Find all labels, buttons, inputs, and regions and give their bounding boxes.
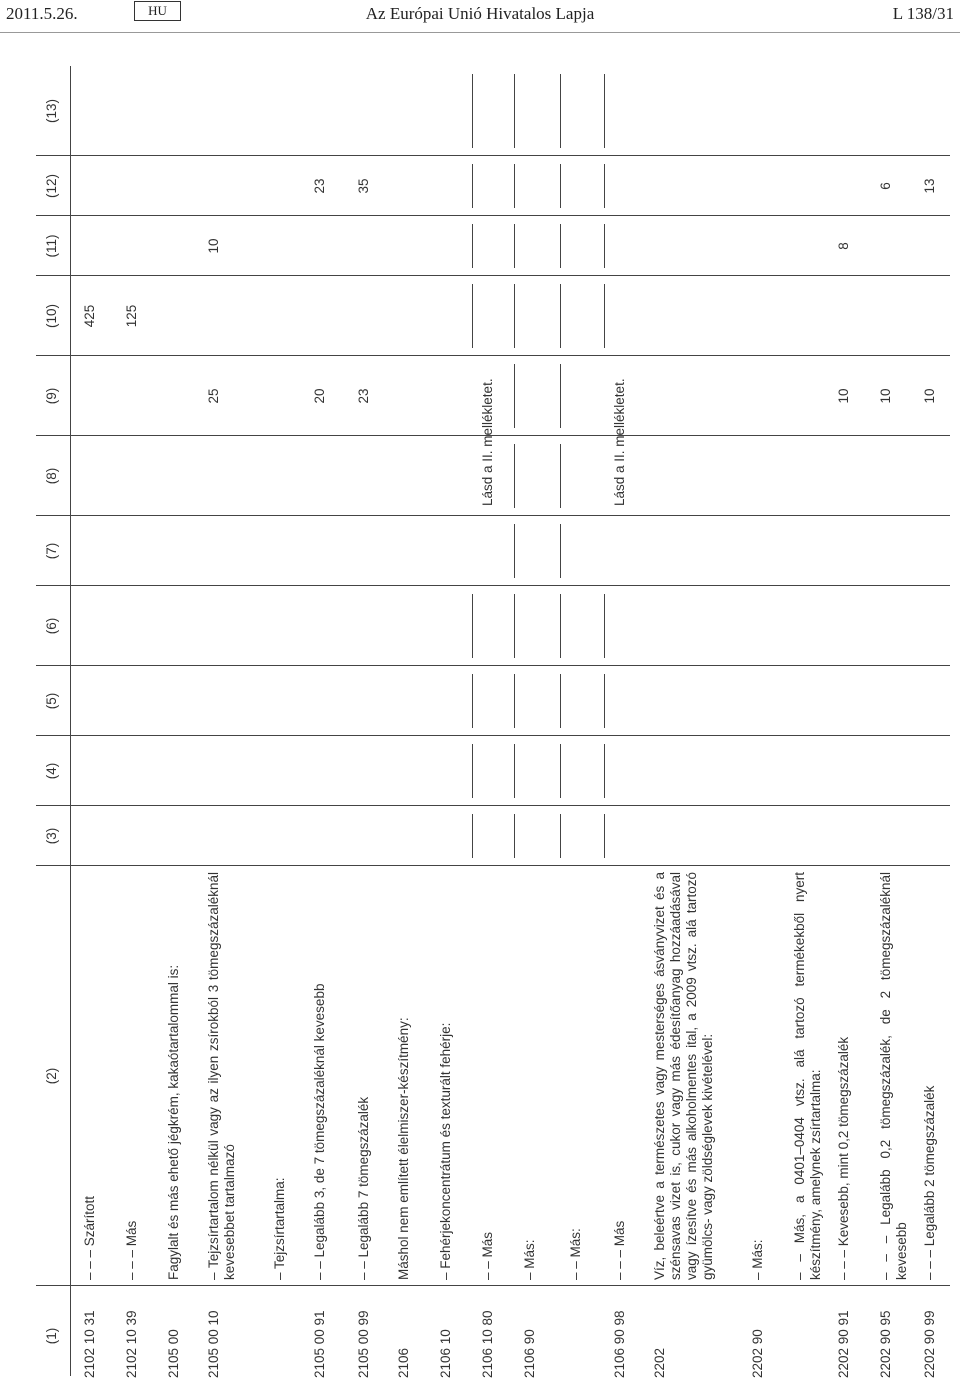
tariff-code: 2106 90 xyxy=(522,1329,537,1378)
tariff-code: 2202 90 xyxy=(750,1329,765,1378)
duty-value-c9: 20 xyxy=(312,388,327,404)
column-header: (12) xyxy=(44,174,59,199)
empty-cell-dash xyxy=(514,524,515,578)
empty-cell-dash xyxy=(560,74,561,148)
empty-cell-dash xyxy=(472,594,473,658)
empty-cell-dash xyxy=(604,284,605,348)
empty-cell-dash xyxy=(560,594,561,658)
tariff-code: 2105 00 91 xyxy=(312,1310,327,1378)
goods-description: – Tejzsírtartalma: xyxy=(272,1177,287,1280)
column-separator xyxy=(36,585,950,586)
column-separator xyxy=(36,275,950,276)
duty-value-c9: 10 xyxy=(836,388,851,404)
tariff-code: 2106 90 98 xyxy=(612,1310,627,1378)
duty-value-c9: 10 xyxy=(878,388,893,404)
goods-description: – – – Legalább 2 tömegszázalék xyxy=(922,1085,937,1280)
column-separator xyxy=(36,865,950,866)
goods-description: – – – Szárított xyxy=(82,1195,97,1280)
tariff-code: 2202 xyxy=(652,1347,667,1378)
duty-value-c10: 425 xyxy=(82,304,97,328)
column-separator xyxy=(36,665,950,666)
column-separator xyxy=(36,355,950,356)
tariff-code: 2105 00 99 xyxy=(356,1310,371,1378)
empty-cell-dash xyxy=(472,284,473,348)
tariff-code: 2202 90 95 xyxy=(878,1310,893,1378)
empty-cell-dash xyxy=(604,674,605,728)
goods-description: – Más: xyxy=(750,1239,765,1280)
goods-description: Fagylalt és más ehető jégkrém, kakaótartalommal is: xyxy=(166,964,181,1280)
empty-cell-dash xyxy=(560,444,561,508)
duty-value-c12: 23 xyxy=(312,178,327,194)
column-header: (9) xyxy=(44,387,59,405)
empty-cell-dash xyxy=(560,674,561,728)
goods-description: – – Más xyxy=(480,1231,495,1280)
language-badge: HU xyxy=(134,1,181,21)
empty-cell-dash xyxy=(472,74,473,148)
column-header: (6) xyxy=(44,617,59,635)
tariff-code: 2102 10 39 xyxy=(124,1310,139,1378)
see-annex-note: Lásd a II. mellékletet. xyxy=(480,378,495,506)
column-header: (11) xyxy=(44,234,59,258)
empty-cell-dash xyxy=(560,814,561,858)
empty-cell-dash xyxy=(514,364,515,428)
goods-description: – – Más: xyxy=(568,1228,583,1280)
column-header: (5) xyxy=(44,692,59,710)
goods-description: – Tejzsírtartalom nélkül vagy az ilyen zsírokból 3 tömegszázaléknál kevesebbet tartalmazó xyxy=(206,872,237,1280)
goods-description: Máshol nem említett élelmiszer-készítmény: xyxy=(396,1017,411,1280)
empty-cell-dash xyxy=(472,814,473,858)
column-separator xyxy=(36,735,950,736)
tariff-table xyxy=(36,66,950,1386)
empty-cell-dash xyxy=(560,524,561,578)
tariff-code: 2105 00 xyxy=(166,1329,181,1378)
empty-cell-dash xyxy=(514,744,515,798)
column-separator xyxy=(36,515,950,516)
duty-value-c12: 13 xyxy=(922,178,937,194)
tariff-code: 2105 00 10 xyxy=(206,1310,221,1378)
empty-cell-dash xyxy=(604,594,605,658)
empty-cell-dash xyxy=(604,164,605,208)
column-header: (7) xyxy=(44,542,59,560)
empty-cell-dash xyxy=(604,74,605,148)
empty-cell-dash xyxy=(514,74,515,148)
empty-cell-dash xyxy=(604,224,605,268)
duty-value-c10: 125 xyxy=(124,304,139,328)
empty-cell-dash xyxy=(560,224,561,268)
goods-description: – Más: xyxy=(522,1239,537,1280)
empty-cell-dash xyxy=(604,814,605,858)
publication-date: 2011.5.26. xyxy=(6,4,78,23)
column-separator xyxy=(36,215,950,216)
empty-cell-dash xyxy=(472,164,473,208)
empty-cell-dash xyxy=(560,284,561,348)
empty-cell-dash xyxy=(604,744,605,798)
empty-cell-dash xyxy=(560,744,561,798)
empty-cell-dash xyxy=(560,164,561,208)
page-header xyxy=(0,0,960,34)
column-separator xyxy=(36,155,950,156)
column-header: (2) xyxy=(44,1067,59,1085)
tariff-code: 2106 10 xyxy=(438,1329,453,1378)
tariff-code: 2106 10 80 xyxy=(480,1310,495,1378)
empty-cell-dash xyxy=(514,284,515,348)
duty-value-c11: 10 xyxy=(206,238,221,254)
empty-cell-dash xyxy=(514,594,515,658)
goods-description: – Fehérjekoncentrátum és texturált fehérje: xyxy=(438,1022,453,1280)
header-rule xyxy=(70,66,71,1376)
duty-value-c12: 35 xyxy=(356,178,371,194)
goods-description: – – Más, a 0401–0404 vtsz. alá tartozó termékekből nyert készítmény, amelynek zsírtartalma: xyxy=(792,872,823,1280)
column-header: (13) xyxy=(44,99,59,124)
empty-cell-dash xyxy=(514,164,515,208)
column-separator xyxy=(36,805,950,806)
journal-title: Az Európai Unió Hivatalos Lapja xyxy=(365,4,595,23)
duty-value-c12: 6 xyxy=(878,182,893,190)
goods-description: – – – Más xyxy=(124,1220,139,1280)
header-rule xyxy=(0,32,960,33)
goods-description: – – Legalább 7 tömegszázalék xyxy=(356,1096,371,1280)
empty-cell-dash xyxy=(514,224,515,268)
empty-cell-dash xyxy=(472,224,473,268)
column-header: (10) xyxy=(44,304,59,329)
empty-cell-dash xyxy=(514,444,515,508)
column-header: (1) xyxy=(44,1327,59,1345)
see-annex-note: Lásd a II. mellékletet. xyxy=(612,378,627,506)
page-number: L 138/31 xyxy=(892,4,954,23)
duty-value-c9: 25 xyxy=(206,388,221,404)
tariff-code: 2202 90 99 xyxy=(922,1310,937,1378)
goods-description: – – – Kevesebb, mint 0,2 tömegszázalék xyxy=(836,1036,851,1280)
tariff-code: 2102 10 31 xyxy=(82,1310,97,1378)
empty-cell-dash xyxy=(514,674,515,728)
duty-value-c9: 23 xyxy=(356,388,371,404)
tariff-code: 2202 90 91 xyxy=(836,1310,851,1378)
goods-description: – – Legalább 3, de 7 tömegszázaléknál kevesebb xyxy=(312,983,327,1280)
empty-cell-dash xyxy=(472,744,473,798)
duty-value-c11: 8 xyxy=(836,242,851,250)
column-header: (8) xyxy=(44,467,59,485)
goods-description: – – – Más xyxy=(612,1220,627,1280)
empty-cell-dash xyxy=(472,674,473,728)
column-header: (4) xyxy=(44,762,59,780)
goods-description: – – – Legalább 0,2 tömegszázalék, de 2 tömegszázaléknál kevesebb xyxy=(878,872,909,1280)
goods-description: Víz, beleértve a természetes vagy mesterséges ásványvizet és a szénsavas vizet is, cukor vagy más édesítőanyag hozzáadásával vagy ízesítve és más alkoholmentes ital, a 2009 vtsz. alá tartozó gyümölcs- vagy zöldséglevek kivételével: xyxy=(652,872,715,1280)
column-separator xyxy=(36,1285,950,1286)
column-header: (3) xyxy=(44,827,59,845)
tariff-code: 2106 xyxy=(396,1347,411,1378)
empty-cell-dash xyxy=(514,814,515,858)
duty-value-c9: 10 xyxy=(922,388,937,404)
empty-cell-dash xyxy=(560,364,561,428)
